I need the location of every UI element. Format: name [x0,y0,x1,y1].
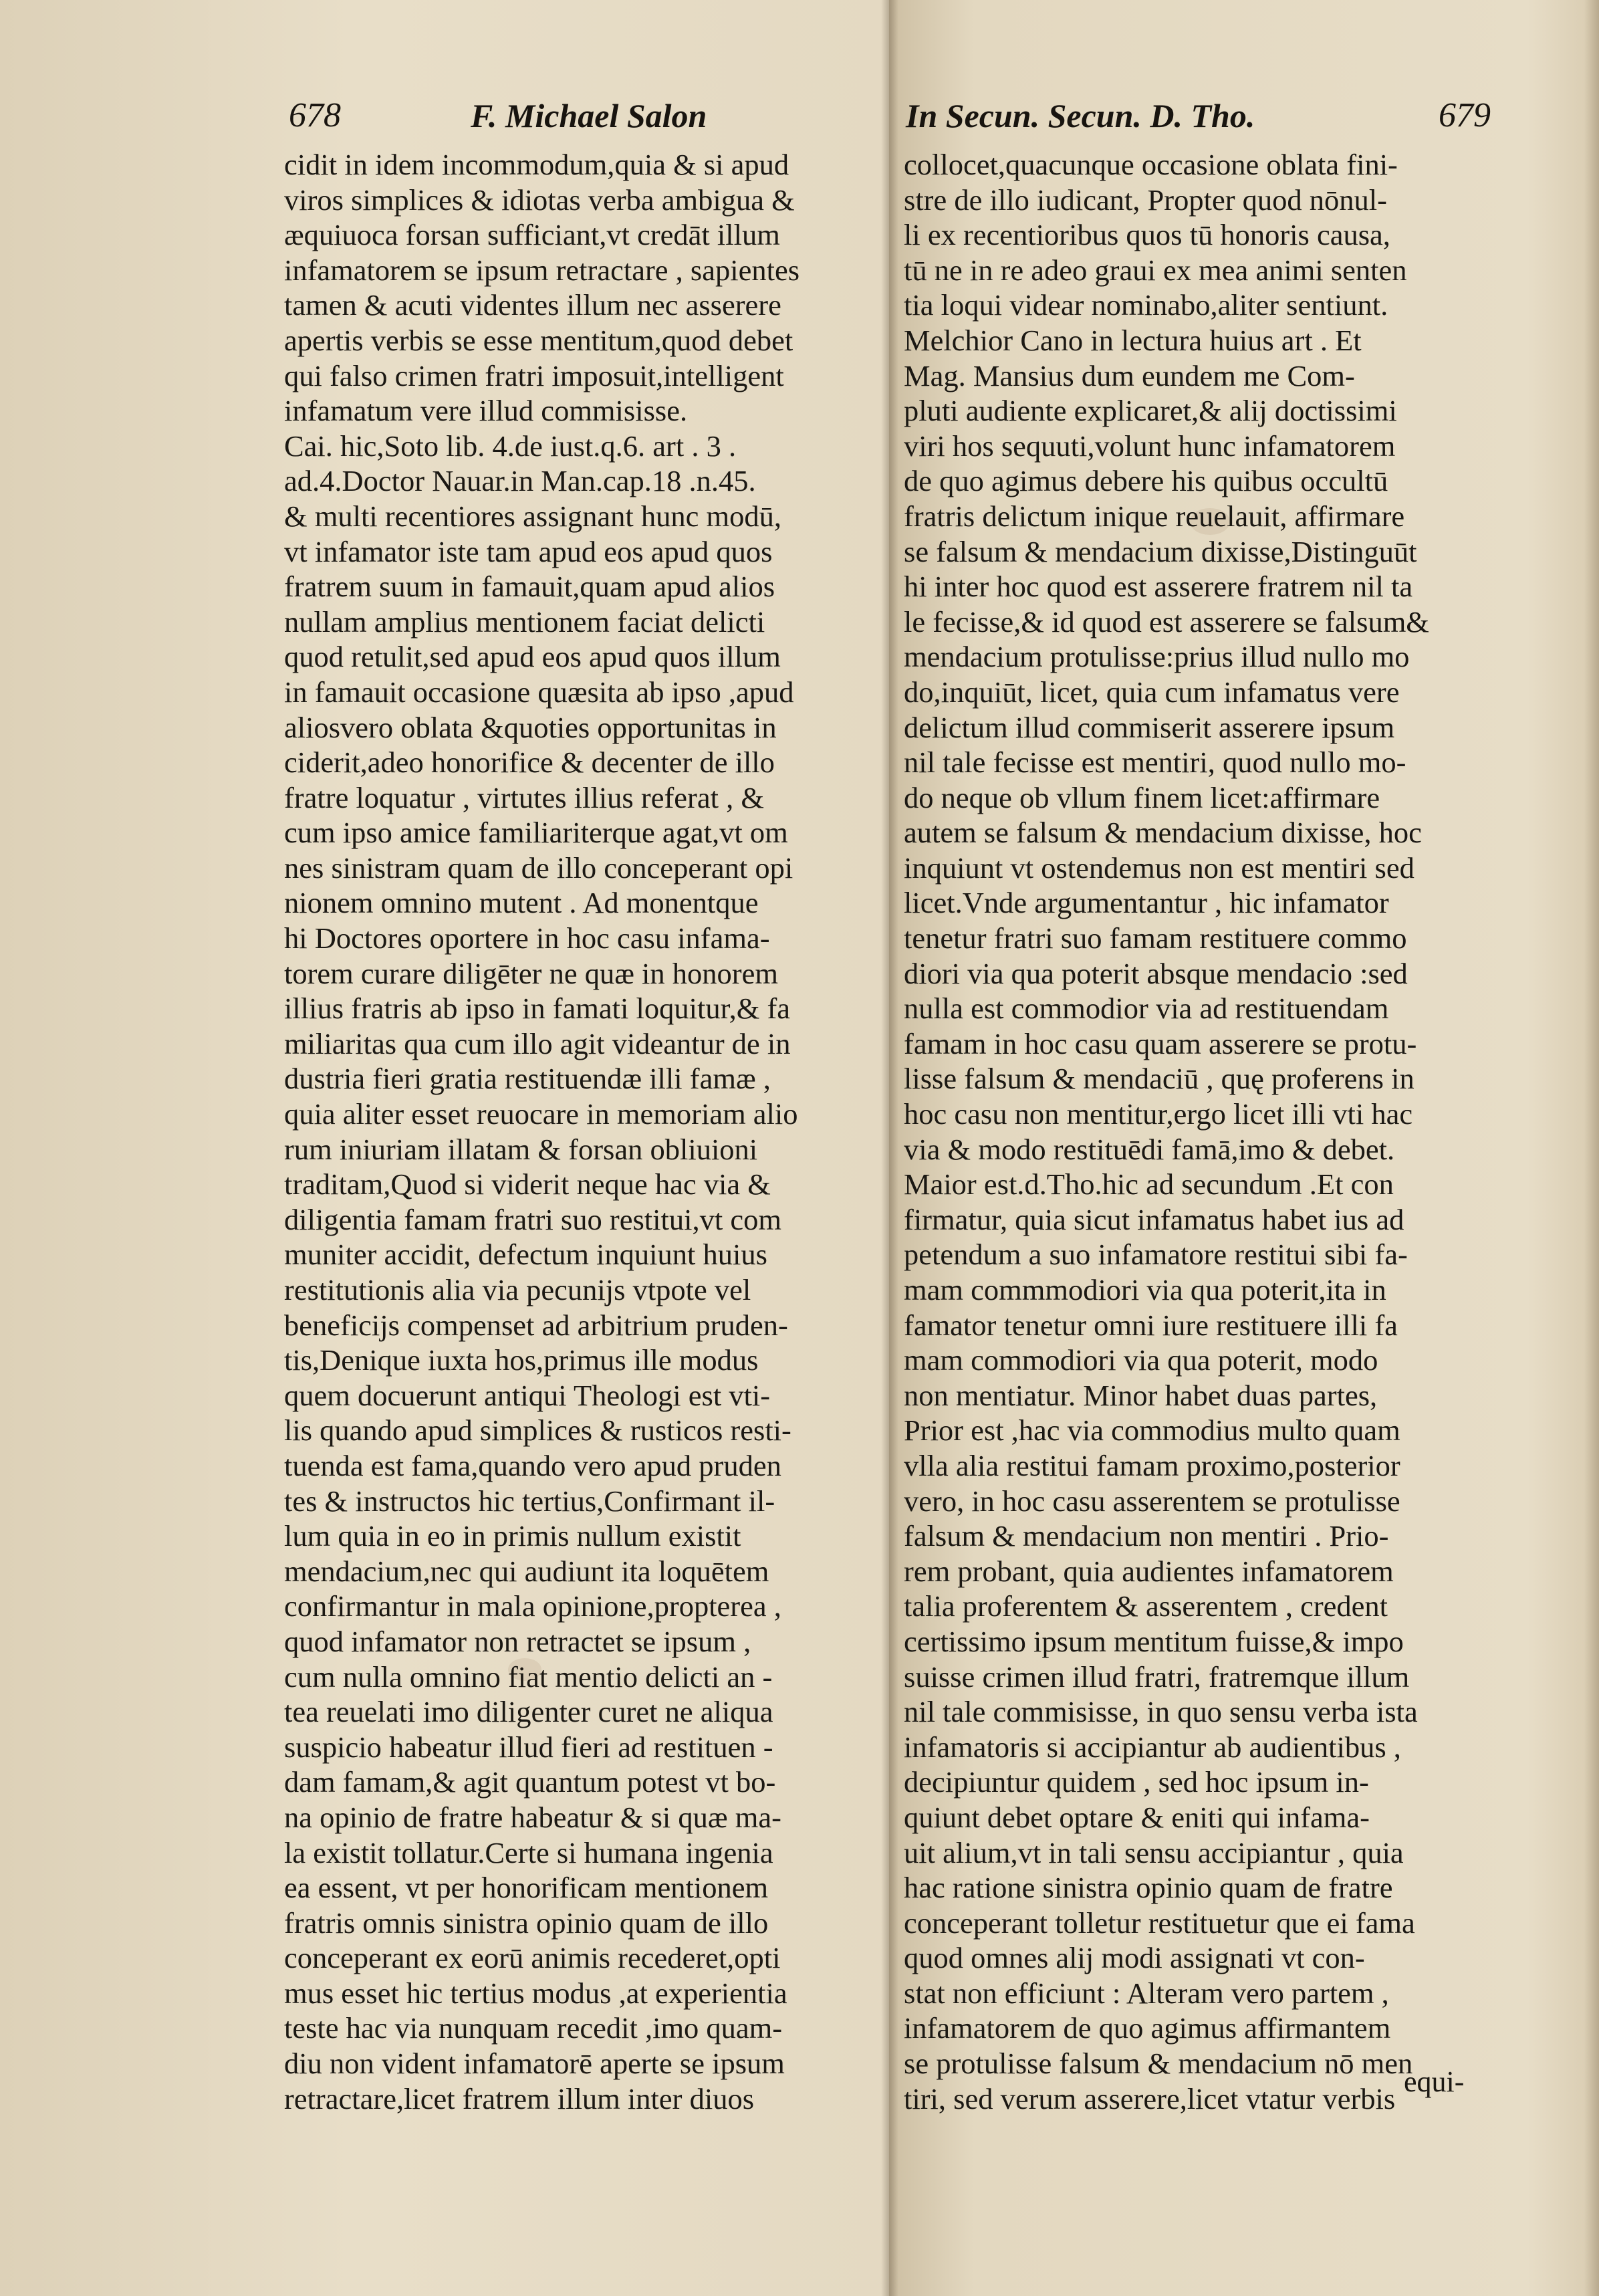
text-line: rem probant, quia audientes infamatorem [904,1554,1394,1588]
text-line: do neque ob vllum finem licet:affirmare [904,780,1380,814]
text-line: viri hos sequuti,volunt hunc infamatorem [904,429,1396,463]
text-line: vlla alia restitui famam proximo,posterior [904,1448,1400,1482]
text-line: tis,Denique iuxta hos,primus ille modus [284,1343,759,1377]
text-line: dustria fieri gratia restituendæ illi famæ , [284,1062,771,1096]
text-line: firmatur, quia sicut infamatus habet ius ad [904,1202,1404,1236]
text-line: qui falso crimen fratri imposuit,intelligent [284,358,784,392]
text-line: mendacium,nec qui audiunt ita loquētem [284,1554,769,1588]
text-line: famam in hoc casu quam asserere se protu- [904,1026,1417,1060]
text-line: lum quia in eo in primis nullum existit [284,1519,741,1553]
text-line: illius fratris ab ipso in famati loquitur,& fa [284,992,791,1026]
text-line: torem curare diligēter ne quæ in honorem [284,956,778,990]
text-line: aliosvero oblata &quoties opportunitas in [284,710,777,744]
text-line: mam commodiori via qua poterit, modo [904,1343,1378,1377]
text-line: confirmantur in mala opinione,propterea , [284,1589,781,1623]
text-line: de quo agimus debere his quibus occultū [904,464,1388,498]
text-line: falsum & mendacium non mentiri . Prio- [904,1519,1389,1553]
text-line: petendum a suo infamatore restitui sibi fa- [904,1238,1408,1272]
text-line: Mag. Mansius dum eundem me Com- [904,358,1355,392]
gutter-shadow [881,0,898,2296]
text-line: do,inquiūt, licet, quia cum infamatus vere [904,675,1400,709]
text-line: æquiuoca forsan sufficiant,vt credāt illum [284,218,780,252]
text-line: tia loqui videar nominabo,aliter sentiunt. [904,288,1388,322]
text-line: lisse falsum & mendaciū , quę proferens in [904,1062,1414,1096]
text-line: quiunt debet optare & eniti qui infama- [904,1800,1370,1834]
text-line: infamatum vere illud commisisse. [284,394,688,428]
text-line: inquiunt vt ostendemus non est mentiri sed [904,850,1414,885]
catchword: equi- [1404,2065,1465,2098]
left-running-head [289,92,877,139]
text-line: non mentiatur. Minor habet duas partes, [904,1378,1378,1412]
text-line: licet.Vnde argumentantur , hic infamator [904,886,1389,920]
text-line: suspicio habeatur illud fieri ad restituen - [284,1730,773,1764]
text-line: talia proferentem & asserentem , credent [904,1589,1388,1623]
text-line: la existit tollatur.Certe si humana ingenia [284,1835,773,1869]
text-line: infamatoris si accipiantur ab audientibus , [904,1730,1401,1764]
text-line: tiri, sed verum asserere,licet vtatur verbis [904,2081,1396,2115]
text-line: muniter accidit, defectum inquiunt huius [284,1238,767,1272]
text-line: suisse crimen illud fratri, fratremque illum [904,1659,1410,1694]
right-page-number: 679 [1439,96,1491,134]
text-line: Melchior Cano in lectura huius art . Et [904,323,1362,357]
page-edge [1584,0,1599,2296]
text-line: tea reuelati imo diligenter curet ne aliqua [284,1695,773,1729]
text-line: fratris delictum inique reuelauit, affirmare [904,499,1405,533]
text-line: le fecisse,& id quod est asserere se falsum& [904,604,1429,639]
text-line: quia aliter esset reuocare in memoriam alio [284,1097,798,1131]
text-line: mus esset hic tertius modus ,at experientia [284,1976,787,2010]
text-line: autem se falsum & mendacium dixisse, hoc [904,816,1422,850]
text-line: viros simplices & idiotas verba ambigua & [284,183,795,217]
text-line: in famauit occasione quæsita ab ipso ,apud [284,675,794,709]
text-line: traditam,Quod si viderit neque hac via & [284,1167,771,1201]
text-line: pluti audiente explicaret,& alij doctissimi [904,394,1397,428]
text-line: vero, in hoc casu asserentem se protulisse [904,1484,1400,1518]
text-line: fratris omnis sinistra opinio quam de illo [284,1906,769,1940]
text-line: ad.4.Doctor Nauar.in Man.cap.18 .n.45. [284,464,756,498]
text-line: cidit in idem incommodum,quia & si apud [284,148,789,181]
left-page-number: 678 [289,96,341,134]
text-line: vt infamator iste tam apud eos apud quos [284,534,773,568]
text-line: cum nulla omnino fiat mentio delicti an - [284,1659,773,1694]
text-line: miliaritas qua cum illo agit videantur de in [284,1026,791,1060]
text-line: delictum illud commiserit asserere ipsum [904,710,1395,744]
text-line: hoc casu non mentitur,ergo licet illi vti hac [904,1097,1413,1131]
text-line: na opinio de fratre habeatur & si quæ ma- [284,1800,781,1834]
text-line: hi inter hoc quod est asserere fratrem nil ta [904,570,1413,604]
text-line: hi Doctores oportere in hoc casu infama- [284,921,770,955]
right-running-head [902,92,1491,139]
text-line: famator tenetur omni iure restituere illi fa [904,1308,1398,1342]
text-line: diu non vident infamatorē aperte se ipsum [284,2047,785,2081]
text-line: infamatorem se ipsum retractare , sapientes [284,253,800,287]
text-line: li ex recentioribus quos tū honoris causa, [904,218,1390,252]
text-line: fratre loquatur , virtutes illius referat , & [284,780,764,814]
text-line: nil tale commisisse, in quo sensu verba ista [904,1695,1418,1729]
text-line: stre de illo iudicant, Propter quod nōnul- [904,183,1387,217]
text-line: quod retulit,sed apud eos apud quos illum [284,640,781,674]
text-line: quod omnes alij modi assignati vt con- [904,1941,1365,1975]
text-line: Cai. hic,Soto lib. 4.de iust.q.6. art . 3 . [284,429,737,463]
text-line: fratrem suum in famauit,quam apud alios [284,570,775,604]
text-line: restitutionis alia via pecunijs vtpote vel [284,1273,751,1306]
text-line: conceperant ex eorū animis recederet,opti [284,1941,781,1975]
text-line: tū ne in re adeo graui ex mea animi senten [904,253,1407,287]
text-line: cum ipso amice familiariterque agat,vt om [284,816,788,850]
text-line: nes sinistram quam de illo conceperant opi [284,850,793,885]
text-line: nionem omnino mutent . Ad monentque [284,886,759,920]
text-line: mam commmodiori via qua poterit,ita in [904,1273,1386,1306]
text-line: rum iniuriam illatam & forsan obliuioni [284,1132,758,1166]
text-line: diligentia famam fratri suo restitui,vt com [284,1202,781,1236]
text-line: stat non efficiunt : Alteram vero partem , [904,1976,1389,2010]
text-line: apertis verbis se esse mentitum,quod debet [284,323,793,357]
text-line: diori via qua poterit absque mendacio :sed [904,956,1408,990]
text-line: & multi recentiores assignant hunc modū, [284,499,781,533]
text-line: lis quando apud simplices & rusticos resti- [284,1413,791,1448]
text-line: tamen & acuti videntes illum nec asserere [284,288,781,322]
text-line: nullam amplius mentionem faciat delicti [284,604,765,639]
text-line: tuenda est fama,quando vero apud pruden [284,1448,781,1482]
text-line: Maior est.d.Tho.hic ad secundum .Et con [904,1167,1394,1201]
text-line: dam famam,& agit quantum potest vt bo- [284,1765,776,1799]
text-line: ea essent, vt per honorificam mentionem [284,1871,769,1905]
text-line: decipiuntur quidem , sed hoc ipsum in- [904,1765,1369,1799]
text-line: tenetur fratri suo famam restituere commo [904,921,1407,955]
text-line: certissimo ipsum mentitum fuisse,& impo [904,1624,1404,1658]
text-line: se falsum & mendacium dixisse,Distinguūt [904,534,1417,568]
text-line: teste hac via nunquam recedit ,imo quam- [284,2011,783,2045]
right-running-title: In Secun. Secun. D. Tho. [906,97,1255,134]
text-line: via & modo restituēdi famā,imo & debet. [904,1132,1395,1166]
text-line: tes & instructos hic tertius,Confirmant il- [284,1484,775,1518]
text-line: retractare,licet fratrem illum inter diuos [284,2081,755,2115]
text-line: hac ratione sinistra opinio quam de fratre [904,1871,1393,1905]
text-line: quod infamator non retractet se ipsum , [284,1624,751,1658]
text-line: ciderit,adeo honorifice & decenter de illo [284,745,775,780]
left-running-title: F. Michael Salon [471,97,707,134]
text-line: uit alium,vt in tali sensu accipiantur , quia [904,1835,1404,1869]
text-line: nulla est commodior via ad restituendam [904,992,1389,1026]
text-line: infamatorem de quo agimus affirmantem [904,2011,1391,2045]
left-text-column [284,147,879,2116]
text-line: collocet,quacunque occasione oblata fini- [904,148,1398,181]
right-text-column [904,147,1492,2116]
text-line: Prior est ,hac via commodius multo quam [904,1413,1400,1448]
text-line: quem docuerunt antiqui Theologi est vti- [284,1378,771,1412]
text-line: se protulisse falsum & mendacium nō men [904,2047,1413,2081]
text-line: conceperant tolletur restituetur que ei fama [904,1906,1415,1940]
text-line: nil tale fecisse est mentiri, quod nullo mo- [904,745,1406,780]
text-line: beneficijs compenset ad arbitrium pruden- [284,1308,788,1342]
text-line: mendacium protulisse:prius illud nullo mo [904,640,1410,674]
